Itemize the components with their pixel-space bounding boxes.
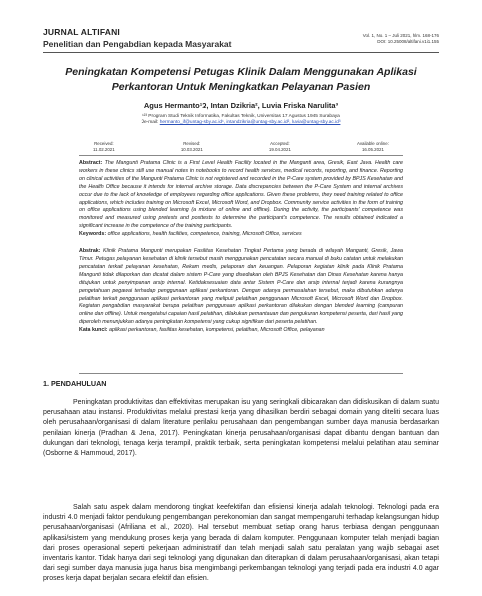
body-paragraph: Peningkatan produktivitas dan effektivitas merupakan isu yang seringkali dibicarakan dan didiskusikan di dalam suatu perusahaan atau instansi. Produktivitas melalui prestasi kerja yang dihasilkan berdiri sebagai domain yang diteliti secara luas oleh perusahaan/organisasi di dalam literature perilaku perusahaan dan pengembangan sumber daya manusia berdasarkan penilaian kinerja (Pradhan & Jena, 2017). Peningkatan kinerja perusahaan/organisasi dapat dibantu dengan bantuan dan dukungan dari teknologi, tenaga kerja terampil, praktik terbaik, serta peningkatan kompetensi melalui pelatihan atau seminar (Osborne & Hammoud, 2017).: [43, 399, 439, 458]
paper-affiliation: [43, 114, 439, 127]
email-line: [43, 120, 439, 126]
abstract-indonesian: Abstrak: Klinik Pratama Mangunti merupakan Fasilitas Kesehatan Tingkat Pertama yang berada di wilayah Manganti, Gresik, Jawa Timur. Petugas pelayanan kesehatan di klinik tersebut masih menggunakan pencatatan secara manual di buku catatan untuk melakukan pencatatan terkait pelayanan kesehatan, Rekam medis, pelaporan dan keuangan. Pelaporan kegiatan klinik pada Klinik Pratama Mangunti tidak dilaporkan dan dicatat dalam sistem P-Care yang disediakan oleh BPJS Kesehatan dan Dinas Kesehatan karena hanya ditujukan untuk penyimpanan arsip internal. Ketidaksesuaian data antar Sistem P-Care dan arsip internal terjadi karena kurangnya pengetahuan pegawai terhadap penggunaan aplikasi perkantoran. Dengan adanya permasalahan tersebut, maka dibutuhkan adanya pelatihan terkait penggunaan aplikasi perkantoran yang meliputi pelatihan penggunaan Microsoft Excel, Microsoft Word dan Dropbox. Kegiatan pengabdian masyarakat berupa pelatihan penggunaan aplikasi perkantoran dilakukan dengan blended learning (campuran online dan offline). Untuk mengetahui capaian hasil pelatihan, dilakukan pemantauan dan pengukuran kompetensi peserta, dari hasil yang diperoleh menunjukkan adanya peningkatan kompetensi yang cukup signifikan dari peserta pelatihan. Kata kunci: aplikasi perkantoran, fasilitas kesehatan, kompetensi, pelatihan, Microsoft Office, pelayanan: [79, 248, 403, 334]
journal-issue-info: [363, 33, 439, 45]
paper-title: Peningkatan Kompetensi Petugas Klinik Dalam Menggunakan Aplikasi Perkantoran Untuk Meningkatkan Pelayanan Pasien: [65, 66, 417, 93]
article-dates: [60, 141, 422, 152]
abstract-block: [79, 160, 403, 335]
email-links[interactable]: hermanto_if@untag-sby.ac.id¹, intandzikria@untag-sby.ac.id², luvia@untag-sby.ac.id³: [159, 120, 341, 126]
abstract-bottom-rule: [79, 373, 403, 374]
volume-info: Vol. 1, No. 1 – Juli 2021, hlm. 168-176: [362, 33, 439, 38]
journal-subtitle: Penelitian dan Pengabdian kepada Masyarakat: [43, 39, 232, 49]
date-available: Available online: 16.05.2021: [357, 141, 389, 152]
email-label: ʡe-mail:: [141, 120, 159, 126]
doi-info: DOI: 10.25008/altifani.v1i1.155: [377, 39, 439, 44]
section-heading: 1. PENDAHULUAN: [43, 379, 107, 388]
affiliation-line: ¹²³ Program Studi Teknik Informatika, Fakultas Teknik, Universitas 17 Agustus 1945 Surabaya: [142, 114, 340, 119]
date-received: Received: 11.02.2021: [93, 141, 115, 152]
abstract-top-rule: [79, 155, 403, 156]
header-rule: [43, 52, 439, 53]
journal-name: JURNAL ALTIFANI: [43, 27, 120, 37]
body-paragraph: Salah satu aspek dalam mendorong tingkat keefektifan dan efisiensi kinerja adalah teknologi. Teknologi pada era industri 4.0 menjadi faktor pendukung pengembangan perekonomian dan sangat mempengaruhi terhadap kelangsungan hidup perusahaan/organisasi (Afriliana et al., 2020). Hal tersebut membuat setiap orang harus terbiasa dengan penggunaan aplikasi/sistem yang mendukung proses kerja yang berada di dalam komputer. Penggunaan komputer telah menjadi bagian dari proses operasional seperti pekerjaan administratif dan telah menjadi salah satu peralatan yang wajib sebagai aset inventaris kantor. Tidak hanya dari segi teknologi yang digunakan dan diterapkan di dalam perusahaan/organisasi, akan tetapi dari segi sumber daya manusia juga harus bisa mengimbangi perkembangan teknologi yang terjadi pada era industri 4.0 agar proses kerja dapat berjalan secara efektif dan efisien.: [43, 504, 439, 583]
paper-authors: Agus Hermanto¹ʡ, Intan Dzikria², Luvia Friska Narulita³: [143, 101, 339, 110]
date-revised: Revised: 10.03.2021: [180, 141, 203, 152]
abstract-english: Abstract: The Mangunti Pratama Clinic is a First Level Health Facility located in the Manganti area, Gresik, East Java. Health care workers in these clinics still use manual notes in notebooks to record health services, medical records, reporting, and finance. Reporting on clinical activities of the Mangunti Pratama Clinic is not registered and recorded in the P-Care system provided by BPJS Kesehatan and the Health Office because it intends for internal archive storage. Data discrepancies between the P-Care System and internal archives occur due to the lack of knowledge of employees regarding office applications. Given these problems, they need training related to office applications, which includes training on Microsoft Excel, Microsoft Word, and Dropbox. Community service activities in the form of training on office applications using blended learning (a mixture of online and offline). During the activity, the participants' competence was monitored and measured using pretests and posttests to determine the participant's competence. The results obtained indicated a significant increase in the competence of the training participants. Keywords: office applications, health facilities, competence, training, Microsoft Office, services: [79, 160, 403, 238]
date-accepted: Accepted: 19.04.2021: [268, 141, 291, 152]
